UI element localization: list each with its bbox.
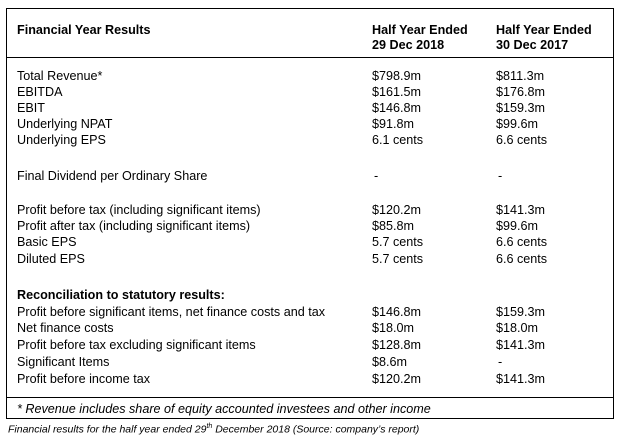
row-label: Profit before tax (including significant items) xyxy=(17,203,261,217)
col2-header-line1: Half Year Ended xyxy=(496,23,592,37)
col1-header-line2: 29 Dec 2018 xyxy=(372,38,445,52)
row-value-2017: $159.3m xyxy=(496,305,546,319)
row-value-2018: 6.1 cents xyxy=(372,133,424,147)
row-value-2018: $146.8m xyxy=(372,101,422,115)
footnote-divider xyxy=(7,397,613,398)
row-label: Profit before tax excluding significant items xyxy=(17,338,256,352)
row-value-2017: $811.3m xyxy=(496,69,545,83)
row-value-2017: 6.6 cents xyxy=(496,235,548,249)
row-label: Diluted EPS xyxy=(17,252,85,266)
row-value-2018: $146.8m xyxy=(372,305,422,319)
row-label: Final Dividend per Ordinary Share xyxy=(17,169,208,183)
row-value-2018: 5.7 cents xyxy=(372,235,424,249)
row-value-2018: 5.7 cents xyxy=(372,252,424,266)
row-value-2017: $99.6m xyxy=(496,117,539,131)
row-value-2018: $91.8m xyxy=(372,117,415,131)
row-value-2018: - xyxy=(374,169,379,183)
row-value-2017: $159.3m xyxy=(496,101,546,115)
row-value-2017: $18.0m xyxy=(496,321,539,335)
financial-results-table xyxy=(6,8,614,419)
row-value-2017: $99.6m xyxy=(496,219,539,233)
row-label: EBITDA xyxy=(17,85,63,99)
figure-caption xyxy=(8,423,419,436)
row-value-2017: 6.6 cents xyxy=(496,133,548,147)
row-label: Total Revenue* xyxy=(17,69,103,83)
row-value-2018: $120.2m xyxy=(372,203,422,217)
row-value-2018: $161.5m xyxy=(372,85,422,99)
row-label: Profit after tax (including significant items) xyxy=(17,219,251,233)
row-value-2018: $8.6m xyxy=(372,355,408,369)
row-label: EBIT xyxy=(17,101,45,115)
row-value-2018: $128.8m xyxy=(372,338,422,352)
row-label: Significant Items xyxy=(17,355,110,369)
row-label: Profit before income tax xyxy=(17,372,150,386)
row-value-2018: $798.9m xyxy=(372,69,422,83)
row-value-2018: $120.2m xyxy=(372,372,422,386)
row-value-2017: $141.3m xyxy=(496,203,546,217)
row-value-2017: $141.3m xyxy=(496,338,546,352)
reconciliation-heading: Reconciliation to statutory results: xyxy=(17,288,225,302)
row-value-2017: - xyxy=(498,169,503,183)
col2-header-line2: 30 Dec 2017 xyxy=(496,38,569,52)
col1-header-line1: Half Year Ended xyxy=(372,23,468,37)
row-value-2017: $176.8m xyxy=(496,85,546,99)
row-value-2018: $85.8m xyxy=(372,219,415,233)
caption-superscript: th xyxy=(206,423,213,430)
row-value-2018: $18.0m xyxy=(372,321,415,335)
row-label: Net finance costs xyxy=(17,321,114,335)
row-label: Underlying NPAT xyxy=(17,117,113,131)
row-label: Underlying EPS xyxy=(17,133,106,147)
table-title: Financial Year Results xyxy=(17,23,151,37)
footnote: * Revenue includes share of equity accounted investees and other income xyxy=(17,402,431,416)
row-label: Profit before significant items, net finance costs and tax xyxy=(17,305,326,319)
row-value-2017: - xyxy=(498,355,503,369)
caption-text-end: December 2018 (Source: company’s report) xyxy=(212,423,420,436)
row-value-2017: 6.6 cents xyxy=(496,252,548,266)
row-label: Basic EPS xyxy=(17,235,77,249)
row-value-2017: $141.3m xyxy=(496,372,546,386)
header-divider xyxy=(7,57,613,58)
caption-text: Financial results for the half year ended 29 xyxy=(8,423,207,436)
